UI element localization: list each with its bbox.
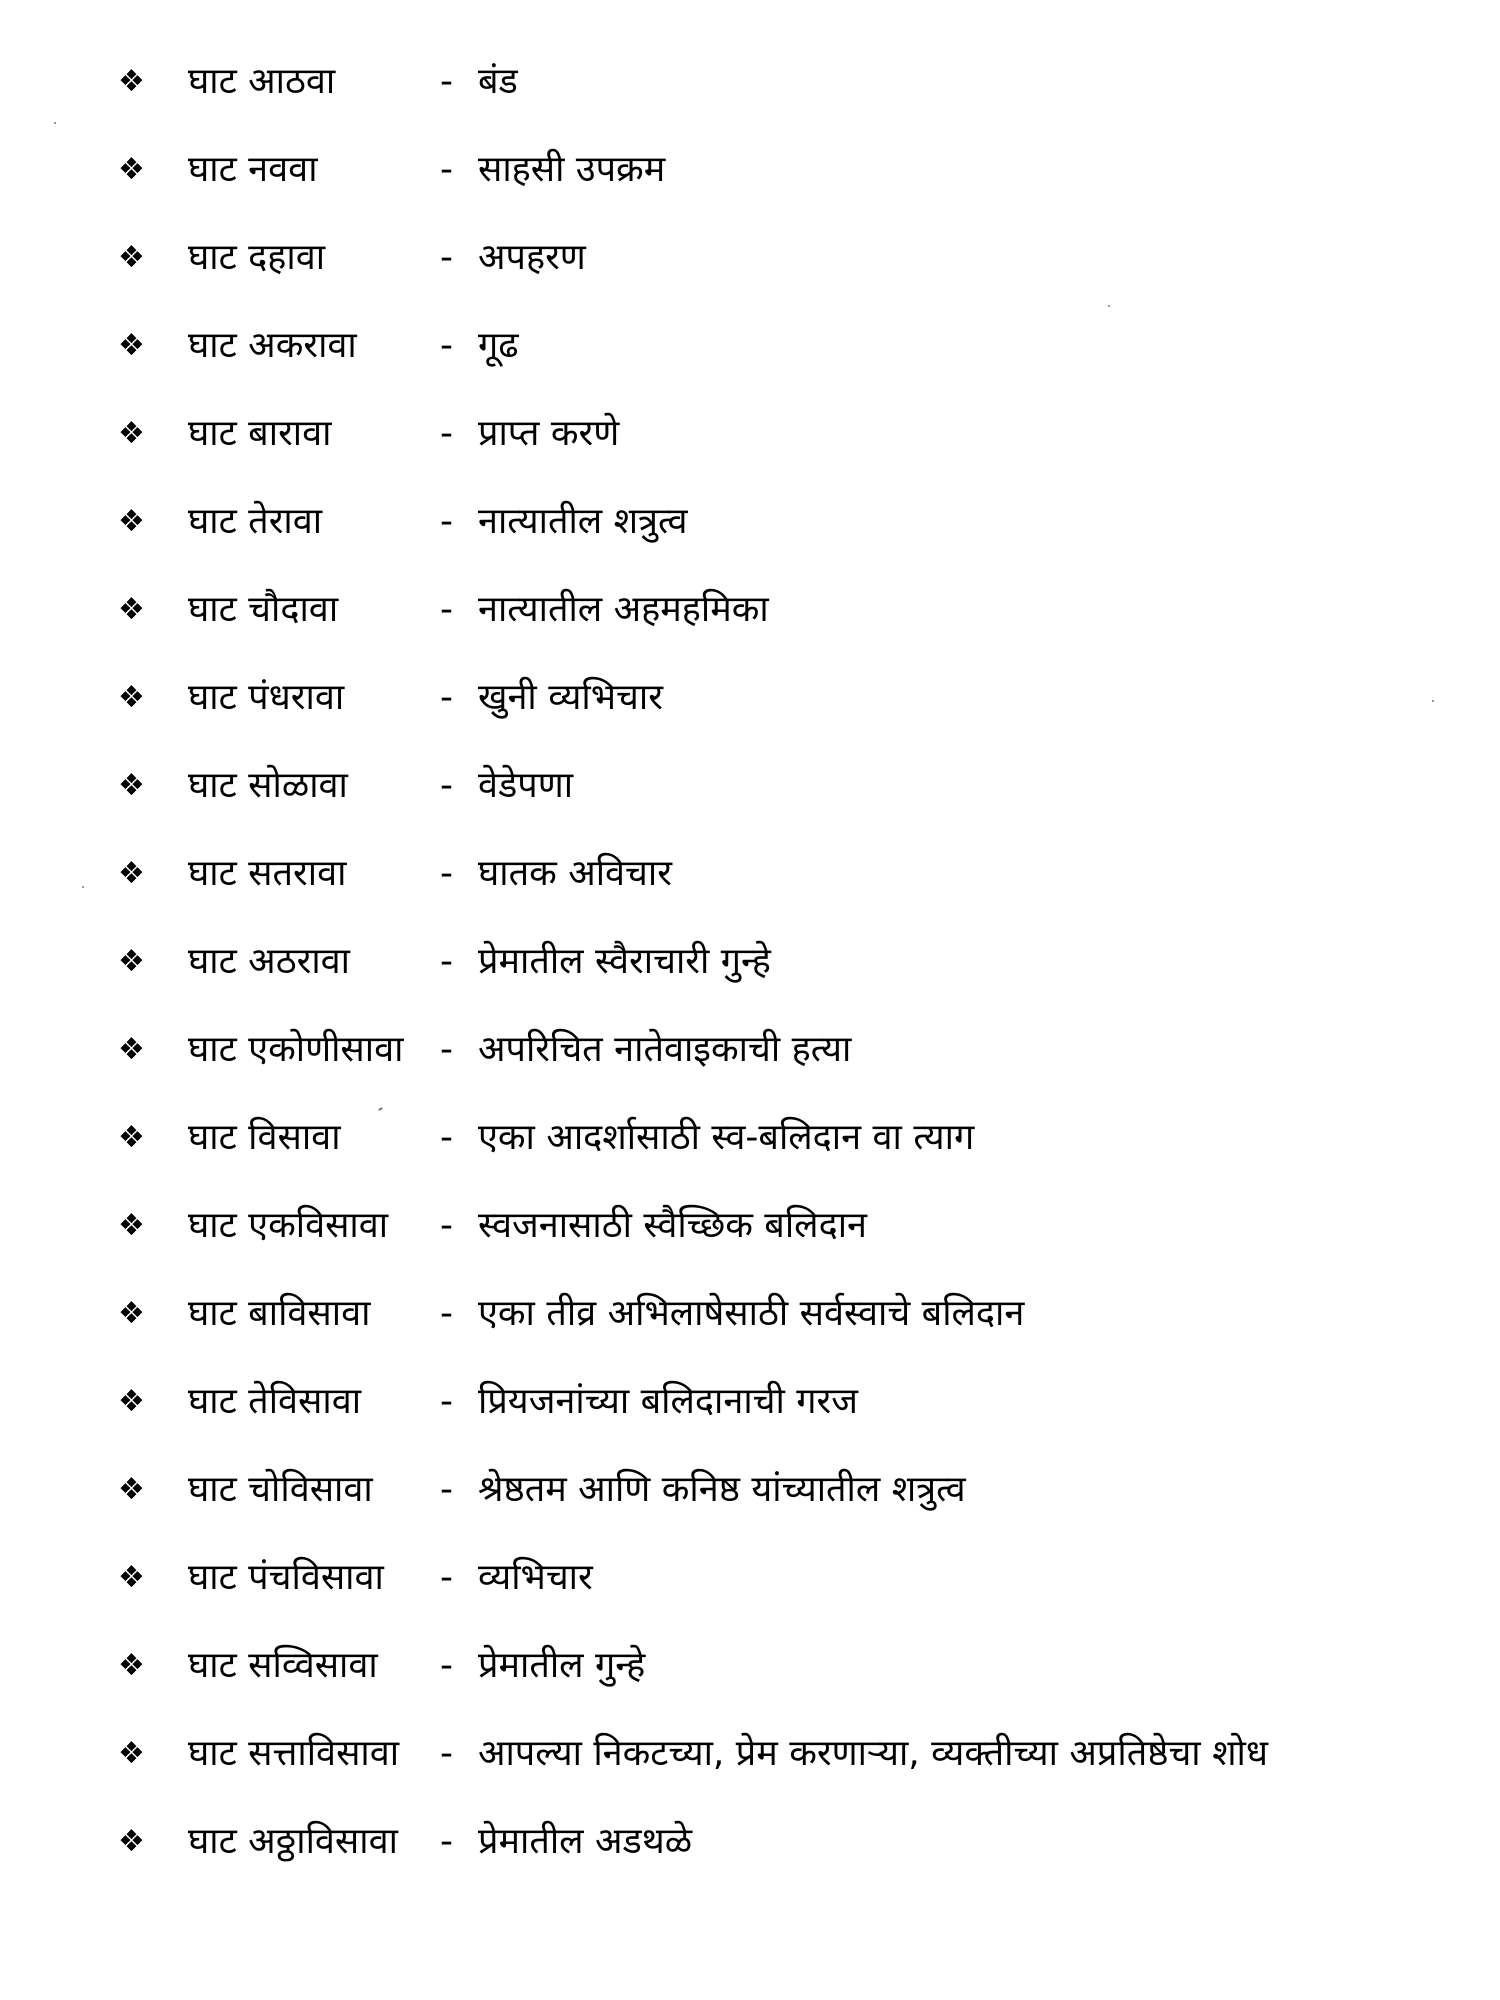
bullet-icon: ❖ bbox=[118, 944, 145, 979]
list-item bbox=[118, 214, 1378, 302]
list-item bbox=[118, 1622, 1378, 1710]
scan-speck bbox=[54, 122, 56, 124]
separator-dash: - bbox=[440, 1381, 453, 1422]
separator-dash: - bbox=[440, 1557, 453, 1598]
list-item bbox=[118, 918, 1378, 1006]
list-item bbox=[118, 1358, 1378, 1446]
separator-dash: - bbox=[440, 237, 453, 278]
ghat-meaning: बंड bbox=[478, 61, 518, 102]
separator-dash: - bbox=[440, 677, 453, 718]
ghat-meaning: श्रेष्ठतम आणि कनिष्ठ यांच्यातील शत्रुत्व bbox=[478, 1469, 966, 1510]
bullet-icon: ❖ bbox=[118, 856, 145, 891]
ghat-name: घाट विसावा bbox=[188, 1117, 341, 1158]
ghat-name: घाट एकविसावा bbox=[188, 1205, 389, 1246]
bullet-icon: ❖ bbox=[118, 1384, 145, 1419]
separator-dash: - bbox=[440, 1821, 453, 1862]
ghat-meaning: प्रियजनांच्या बलिदानाची गरज bbox=[478, 1381, 858, 1422]
ghat-meaning: प्रेमातील अडथळे bbox=[478, 1821, 693, 1862]
list-item bbox=[118, 302, 1378, 390]
ghat-name: घाट आठवा bbox=[188, 61, 336, 102]
bullet-icon: ❖ bbox=[118, 152, 145, 187]
ghat-meaning: एका तीव्र अभिलाषेसाठी सर्वस्वाचे बलिदान bbox=[478, 1293, 1025, 1334]
ghat-name: घाट तेविसावा bbox=[188, 1381, 362, 1422]
ghat-name: घाट अठ्ठाविसावा bbox=[188, 1821, 398, 1862]
ghat-meaning: नात्यातील शत्रुत्व bbox=[478, 501, 688, 542]
list-item bbox=[118, 1446, 1378, 1534]
ghat-name: घाट तेरावा bbox=[188, 501, 323, 542]
ghat-name: घाट सोळावा bbox=[188, 765, 348, 806]
list-item bbox=[118, 38, 1378, 126]
list-item bbox=[118, 654, 1378, 742]
ghat-name: घाट सत्ताविसावा bbox=[188, 1733, 400, 1774]
bullet-icon: ❖ bbox=[118, 1208, 145, 1243]
separator-dash: - bbox=[440, 853, 453, 894]
list-item bbox=[118, 126, 1378, 214]
ghat-name: घाट नववा bbox=[188, 149, 318, 190]
bullet-icon: ❖ bbox=[118, 1736, 145, 1771]
list-item bbox=[118, 830, 1378, 918]
separator-dash: - bbox=[440, 1645, 453, 1686]
bullet-icon: ❖ bbox=[118, 1472, 145, 1507]
ghat-name: घाट दहावा bbox=[188, 237, 326, 278]
separator-dash: - bbox=[440, 765, 453, 806]
separator-dash: - bbox=[440, 589, 453, 630]
list-item bbox=[118, 742, 1378, 830]
separator-dash: - bbox=[440, 941, 453, 982]
list-item bbox=[118, 390, 1378, 478]
ghat-meaning: गूढ bbox=[478, 325, 519, 366]
list-item bbox=[118, 1094, 1378, 1182]
separator-dash: - bbox=[440, 1733, 453, 1774]
ghat-list bbox=[118, 38, 1378, 1886]
ghat-meaning: प्राप्त करणे bbox=[478, 413, 620, 454]
ghat-meaning: नात्यातील अहमहमिका bbox=[478, 589, 769, 630]
ghat-name: घाट पंधरावा bbox=[188, 677, 345, 718]
bullet-icon: ❖ bbox=[118, 1648, 145, 1683]
bullet-icon: ❖ bbox=[118, 1120, 145, 1155]
ghat-meaning: घातक अविचार bbox=[478, 853, 672, 894]
ghat-meaning: साहसी उपक्रम bbox=[478, 149, 666, 190]
bullet-icon: ❖ bbox=[118, 64, 145, 99]
list-item bbox=[118, 1270, 1378, 1358]
ghat-name: घाट अकरावा bbox=[188, 325, 357, 366]
ghat-name: घाट पंचविसावा bbox=[188, 1557, 384, 1598]
ghat-name: घाट बाविसावा bbox=[188, 1293, 371, 1334]
separator-dash: - bbox=[440, 61, 453, 102]
ghat-name: घाट अठरावा bbox=[188, 941, 350, 982]
separator-dash: - bbox=[440, 1205, 453, 1246]
ghat-meaning: स्वजनासाठी स्वैच्छिक बलिदान bbox=[478, 1205, 868, 1246]
separator-dash: - bbox=[440, 1117, 453, 1158]
list-item bbox=[118, 1710, 1378, 1798]
bullet-icon: ❖ bbox=[118, 1560, 145, 1595]
separator-dash: - bbox=[440, 325, 453, 366]
ghat-meaning: व्यभिचार bbox=[478, 1557, 593, 1598]
list-item bbox=[118, 1534, 1378, 1622]
bullet-icon: ❖ bbox=[118, 592, 145, 627]
bullet-icon: ❖ bbox=[118, 240, 145, 275]
bullet-icon: ❖ bbox=[118, 328, 145, 363]
separator-dash: - bbox=[440, 501, 453, 542]
bullet-icon: ❖ bbox=[118, 1296, 145, 1331]
bullet-icon: ❖ bbox=[118, 416, 145, 451]
ghat-meaning: प्रेमातील स्वैराचारी गुन्हे bbox=[478, 941, 771, 982]
ghat-name: घाट बारावा bbox=[188, 413, 332, 454]
bullet-icon: ❖ bbox=[118, 680, 145, 715]
list-item bbox=[118, 566, 1378, 654]
list-item bbox=[118, 1182, 1378, 1270]
ghat-meaning: अपरिचित नातेवाइकाची हत्या bbox=[478, 1029, 852, 1070]
separator-dash: - bbox=[440, 149, 453, 190]
ghat-name: घाट चोविसावा bbox=[188, 1469, 373, 1510]
bullet-icon: ❖ bbox=[118, 1032, 145, 1067]
ghat-name: घाट सतरावा bbox=[188, 853, 347, 894]
bullet-icon: ❖ bbox=[118, 504, 145, 539]
list-item bbox=[118, 478, 1378, 566]
ghat-name: घाट चौदावा bbox=[188, 589, 339, 630]
ghat-meaning: वेडेपणा bbox=[478, 765, 574, 806]
separator-dash: - bbox=[440, 1293, 453, 1334]
list-item bbox=[118, 1006, 1378, 1094]
ghat-meaning: प्रेमातील गुन्हे bbox=[478, 1645, 646, 1686]
ghat-meaning: खुनी व्यभिचार bbox=[478, 677, 663, 718]
bullet-icon: ❖ bbox=[118, 768, 145, 803]
separator-dash: - bbox=[440, 413, 453, 454]
ghat-name: घाट एकोणीसावा bbox=[188, 1029, 404, 1070]
ghat-name: घाट सव्विसावा bbox=[188, 1645, 378, 1686]
scan-speck bbox=[82, 886, 84, 888]
ghat-meaning: अपहरण bbox=[478, 237, 586, 278]
ghat-meaning: आपल्या निकटच्या, प्रेम करणाऱ्या, व्यक्तीच्या अप्रतिष्ठेचा शोध bbox=[478, 1733, 1269, 1774]
separator-dash: - bbox=[440, 1029, 453, 1070]
ghat-meaning: एका आदर्शासाठी स्व-बलिदान वा त्याग bbox=[478, 1117, 975, 1158]
bullet-icon: ❖ bbox=[118, 1824, 145, 1859]
scan-speck bbox=[1432, 700, 1434, 702]
list-item bbox=[118, 1798, 1378, 1886]
separator-dash: - bbox=[440, 1469, 453, 1510]
